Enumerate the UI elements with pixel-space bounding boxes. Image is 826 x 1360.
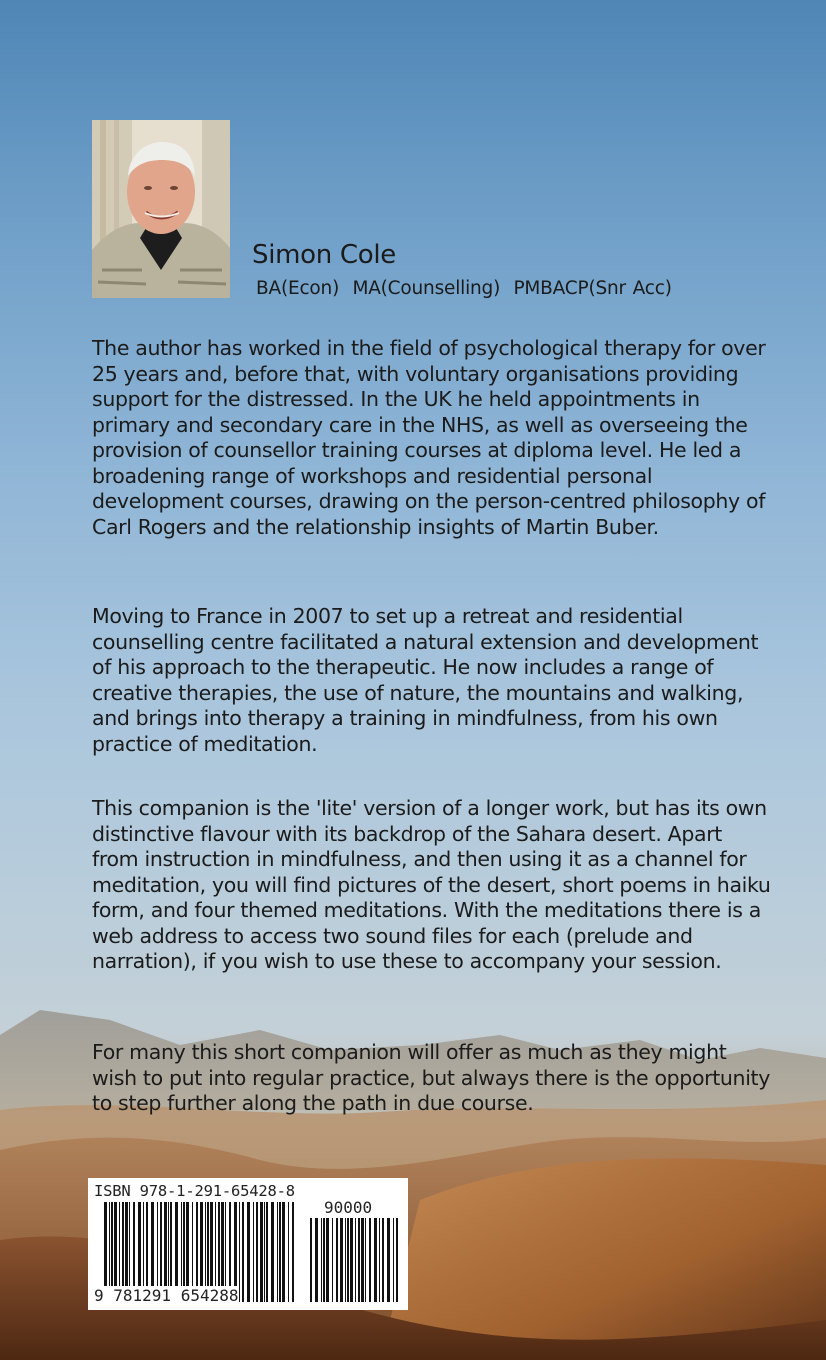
barcode-bar — [393, 1218, 394, 1302]
barcode-bar — [315, 1218, 318, 1302]
barcode-bar — [271, 1202, 274, 1302]
barcode-bar — [239, 1202, 240, 1302]
barcode-bar — [369, 1218, 371, 1302]
barcode-bar — [266, 1202, 268, 1302]
barcode-bar — [323, 1218, 325, 1302]
barcode-bar — [282, 1202, 285, 1302]
barcode-bar — [326, 1218, 329, 1302]
barcode-bar — [350, 1218, 353, 1302]
bio-paragraph: The author has worked in the field of psychological therapy for over 25 years and, before that, with voluntary organisations providing support for the distressed. In the UK he held appointments in primary and secondary care in the NHS, as well as overseeing the provision of counsellor training courses at diploma level. He led a broadening range of workshops and residential personal development courses, drawing on the person-centred philosophy of Carl Rogers and the relationship insights of Martin Buber. — [92, 336, 766, 539]
barcode-bar — [336, 1218, 338, 1302]
barcode-bar — [355, 1218, 356, 1302]
barcode-bar — [321, 1218, 322, 1302]
barcode-bar — [345, 1218, 346, 1302]
barcode-bar — [310, 1218, 312, 1302]
barcode-bar — [365, 1218, 366, 1302]
france-paragraph: Moving to France in 2007 to set up a retreat and residential counselling centre facilitated a natural extension and development of his approach to the therapeutic. He now includes a range of creative therapies, the use of nature, the mountains and walking, and brings into therapy a training in mindfulness, from his own practice of meditation. — [92, 604, 759, 756]
ean-digits: 9 781291 654288 — [94, 1286, 239, 1305]
barcode-bar — [292, 1202, 294, 1302]
barcode-bar — [256, 1202, 258, 1302]
companion-paragraph: This companion is the 'lite' version of a longer work, but has its own distinctive flavour with its backdrop of the Sahara desert. Apart from instruction in mindfulness, and then using it as a channel for meditation, you will find pictures of the desert, short poems in haiku form, and four themed meditations. With the meditations there is a web address to access two sound files for each (prelude and narration), if you wish to use these to accompany your session. — [92, 796, 771, 973]
barcode-bar — [260, 1202, 263, 1302]
author-credentials: BA(Econ) MA(Counselling) PMBACP(Snr Acc) — [256, 278, 672, 299]
barcode-bar — [264, 1202, 265, 1302]
author-name: Simon Cole — [252, 240, 396, 270]
barcode-bar — [358, 1218, 360, 1302]
barcode-bar — [279, 1202, 281, 1302]
barcode-bar — [396, 1218, 398, 1302]
barcode-bar — [332, 1218, 333, 1302]
barcode-bar — [340, 1218, 343, 1302]
barcode-bar — [374, 1218, 377, 1302]
isbn-barcode — [88, 1178, 408, 1310]
price-code: 90000 — [324, 1198, 373, 1217]
barcode-bar — [288, 1202, 289, 1302]
isbn-label: ISBN 978-1-291-65428-8 — [94, 1182, 295, 1200]
barcode-bar — [242, 1202, 244, 1302]
barcode-bar — [382, 1218, 384, 1302]
barcode-bar — [347, 1218, 349, 1302]
barcode-bar — [361, 1218, 364, 1302]
barcode-bar — [379, 1218, 380, 1302]
barcode-bar — [387, 1218, 390, 1302]
barcode-bar — [247, 1202, 250, 1302]
barcode-bar — [277, 1202, 278, 1302]
author-photo — [92, 120, 230, 298]
barcode-bar — [253, 1202, 254, 1302]
closing-paragraph: For many this short companion will offer as much as they might wish to put into regular practice, but always there is the opportunity to step further along the path in due course. — [92, 1040, 771, 1115]
